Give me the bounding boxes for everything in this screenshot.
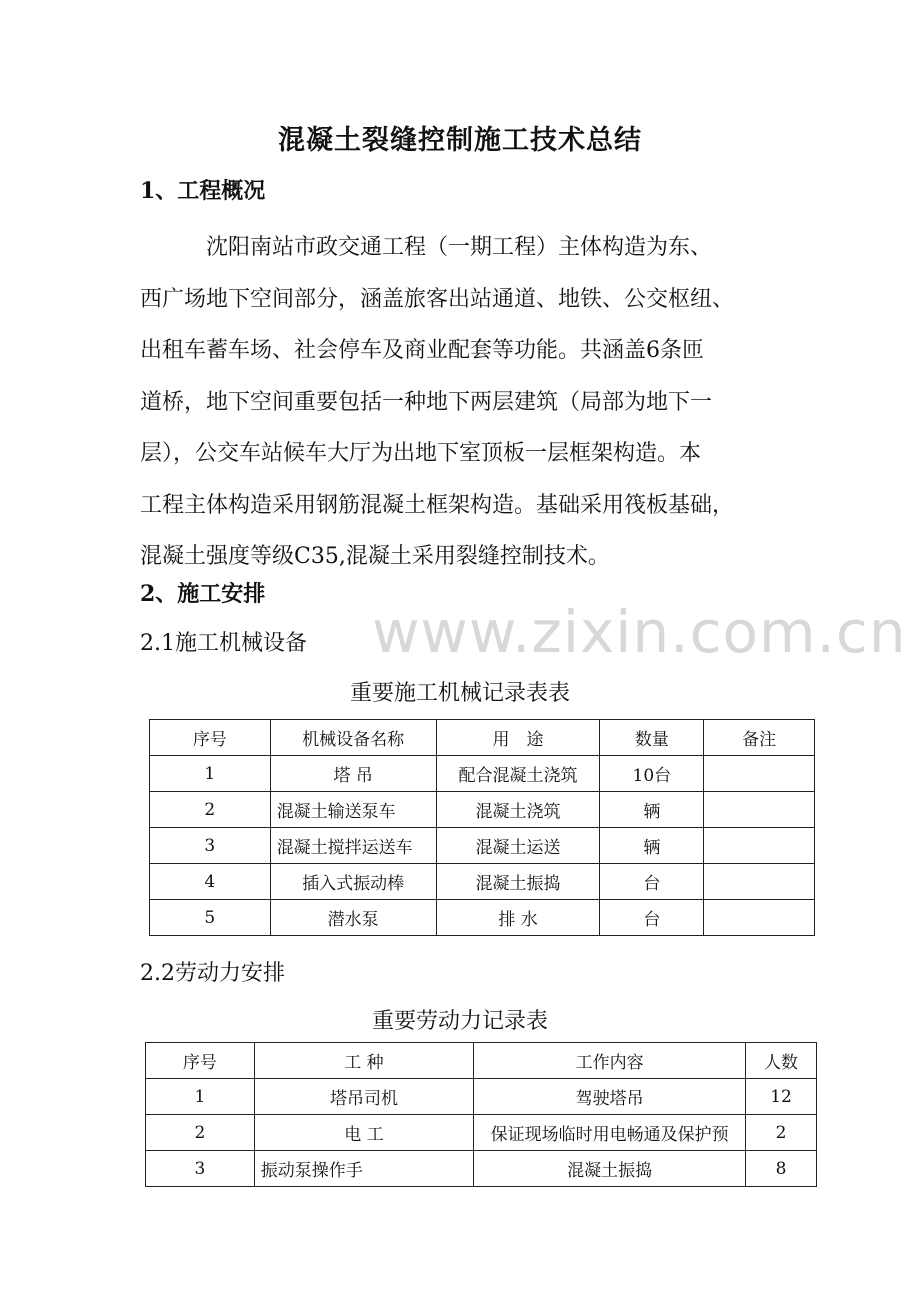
paragraph-line: 层），公交车站候车大厅为出地下室顶板一层框架构造。本 [140, 441, 702, 466]
table-cell: 混凝土振捣 [474, 1151, 746, 1187]
table-cell: 辆 [600, 828, 704, 864]
table-cell [704, 792, 815, 828]
table-cell: 振动泵操作手 [254, 1151, 474, 1187]
paragraph-line: 西广场地下空间部分，涵盖旅客出站通道、地铁、公交枢纽、 [140, 286, 735, 312]
table-cell: 8 [746, 1151, 817, 1187]
header-cell: 机械设备名称 [270, 720, 436, 756]
table-cell [704, 828, 815, 864]
table-cell [704, 864, 815, 900]
table-cell [704, 756, 815, 792]
table-row [150, 756, 815, 792]
table-cell: 插入式振动棒 [270, 864, 436, 900]
paragraph-line: 工程主体构造采用钢筋混凝土框架构造。基础采用筏板基础， [140, 492, 735, 518]
table-cell: 混凝土输送泵车 [270, 792, 436, 828]
table-row [146, 1151, 817, 1187]
header-cell: 序号 [146, 1043, 255, 1079]
table-cell: 1 [146, 1079, 255, 1115]
table2-caption: 重要劳动力记录表 [371, 1009, 548, 1034]
table-cell: 混凝土搅拌运送车 [270, 828, 436, 864]
table-row [146, 1115, 817, 1151]
machinery-table [149, 719, 815, 936]
page-title: 混凝土裂缝控制施工技术总结 [278, 125, 642, 156]
labor-table [145, 1042, 817, 1187]
header-cell: 工作内容 [474, 1043, 746, 1079]
table-cell: 配合混凝土浇筑 [436, 756, 600, 792]
table-cell: 混凝土振捣 [436, 864, 600, 900]
table-cell: 排 水 [436, 900, 600, 936]
table-cell: 潜水泵 [270, 900, 436, 936]
overview-paragraph [140, 222, 790, 583]
table-cell: 台 [600, 864, 704, 900]
table-cell: 驾驶塔吊 [474, 1079, 746, 1115]
table-cell [704, 900, 815, 936]
table-header-row [146, 1043, 817, 1079]
table-cell: 2 [146, 1115, 255, 1151]
table-row [150, 900, 815, 936]
table-cell: 3 [146, 1151, 255, 1187]
table-row [150, 864, 815, 900]
header-cell: 用 途 [436, 720, 600, 756]
table-cell: 混凝土浇筑 [436, 792, 600, 828]
table-cell: 2 [746, 1115, 817, 1151]
table-cell: 12 [746, 1079, 817, 1115]
table-cell: 1 [150, 756, 271, 792]
table-header-row [150, 720, 815, 756]
subsection-machinery: 2.1施工机械设备 [140, 631, 307, 656]
table1-caption: 重要施工机械记录表表 [349, 681, 570, 706]
subsection-labor: 2.2劳动力安排 [140, 961, 285, 986]
table-cell: 混凝土运送 [436, 828, 600, 864]
section-heading-overview: 1、工程概况 [140, 178, 266, 204]
table-cell: 塔 吊 [270, 756, 436, 792]
table-cell: 2 [150, 792, 271, 828]
table-cell: 保证现场临时用电畅通及保护预 [474, 1115, 746, 1151]
table-cell: 台 [600, 900, 704, 936]
paragraph-line: 混凝土强度等级C35,混凝土采用裂缝控制技术。 [140, 544, 610, 569]
section-heading-arrangement: 2、施工安排 [140, 581, 266, 607]
header-cell: 数量 [600, 720, 704, 756]
header-cell: 工 种 [254, 1043, 474, 1079]
table-cell: 电 工 [254, 1115, 474, 1151]
table-cell: 辆 [600, 792, 704, 828]
paragraph-line: 沈阳南站市政交通工程（一期工程）主体构造为东、 [140, 235, 713, 260]
table-cell: 4 [150, 864, 271, 900]
table-cell: 塔吊司机 [254, 1079, 474, 1115]
header-cell: 备注 [704, 720, 815, 756]
table-cell: 10台 [600, 756, 704, 792]
table-row [146, 1079, 817, 1115]
paragraph-line: 出租车蓄车场、社会停车及商业配套等功能。共涵盖6条匝 [140, 338, 704, 363]
table-cell: 3 [150, 828, 271, 864]
table-row [150, 792, 815, 828]
paragraph-line: 道桥，地下空间重要包括一种地下两层建筑（局部为地下一 [140, 389, 713, 415]
table-cell: 5 [150, 900, 271, 936]
watermark: www.zixin.com.cn [372, 598, 907, 666]
header-cell: 序号 [150, 720, 271, 756]
table-row [150, 828, 815, 864]
header-cell: 人数 [746, 1043, 817, 1079]
